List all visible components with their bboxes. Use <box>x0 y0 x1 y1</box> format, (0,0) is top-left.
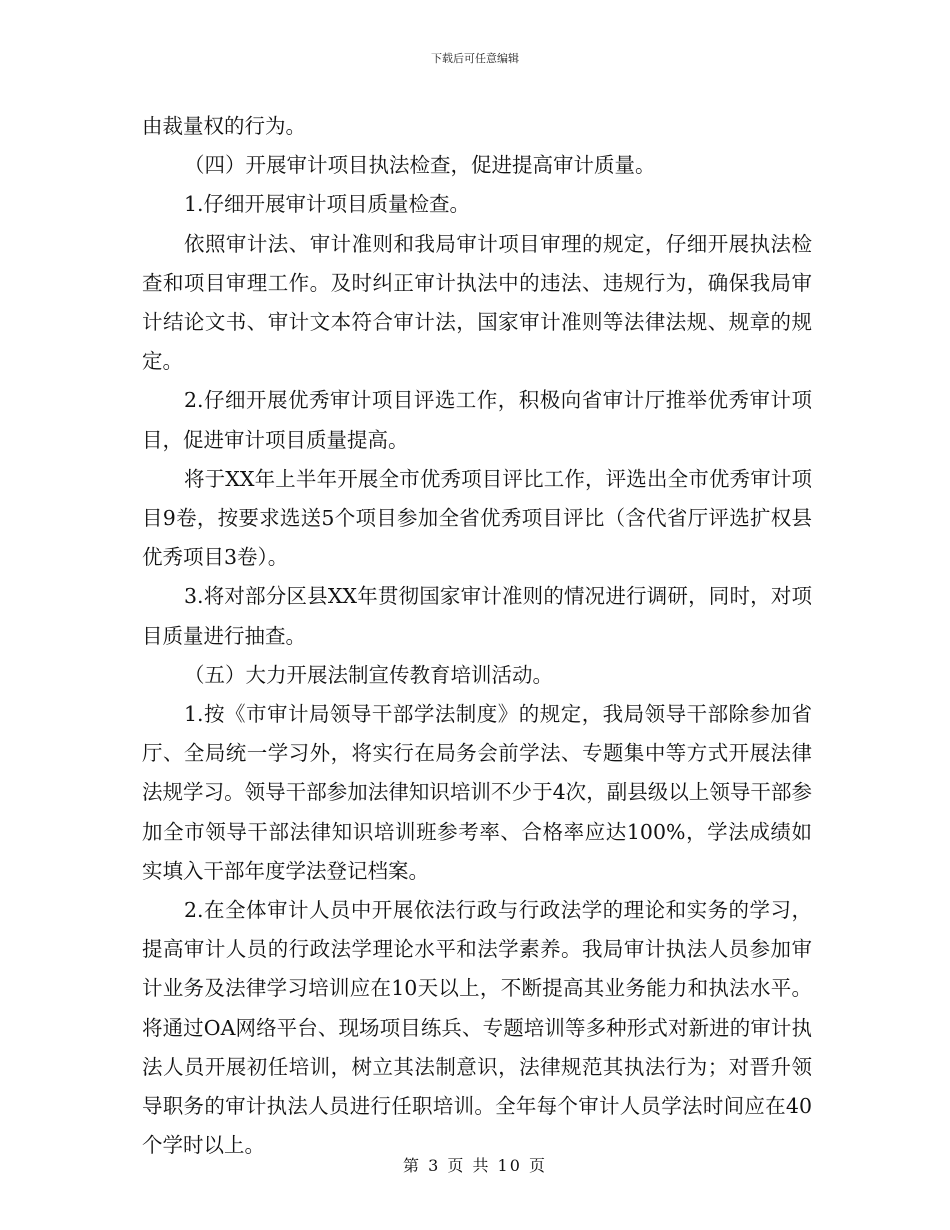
paragraph-quality-check: 依照审计法、审计准则和我局审计项目审理的规定，仔细开展执法检查和项目审理工作。及时纠正审计执法中的违法、违规行为，确保我局审计结论文书、审计文本符合审计法，国家审计准则等法律法规、规章的规定。 <box>142 231 812 374</box>
section-heading-4: （四）开展审计项目执法检查，促进提高审计质量。 <box>184 153 656 178</box>
paragraph-staff-training: 2.在全体审计人员中开展依法行政与行政法学的理论和实务的学习，提高审计人员的行政法学理论水平和法学素养。我局审计执法人员参加审计业务及法律学习培训应在10天以上，不断提高其业务能力和执法水平。将通过OA网络平台、现场项目练兵、专题培训等多种形式对新进的审计执法人员开展初任培训，树立其法制意识，法律规范其执法行为；对晋升领导职务的审计执法人员进行任职培训。全年每个审计人员学法时间应在40个学时以上。 <box>142 898 812 1158</box>
paragraph-continuation: 由裁量权的行为。 <box>142 114 306 138</box>
paragraph-excellent-projects: 将于XX年上半年开展全市优秀项目评比工作，评选出全市优秀审计项目9卷，按要求选送5个项目参加全省优秀项目评比（含代省厅评选扩权县优秀项目3卷）。 <box>142 466 812 570</box>
document-body <box>142 107 812 1165</box>
subheading-research: 3.将对部分区县XX年贯彻国家审计准则的情况进行调研，同时，对项目质量进行抽查。 <box>142 584 812 648</box>
paragraph-leader-study: 1.按《市审计局领导干部学法制度》的规定，我局领导干部除参加省厅、全局统一学习外，将实行在局务会前学法、专题集中等方式开展法律法规学习。领导干部参加法律知识培训不少于4次，副县级以上领导干部参加全市领导干部法律知识培训班参考率、合格率应达100%，学法成绩如实填入干部年度学法登记档案。 <box>142 702 812 883</box>
page-header: 下载后可任意编辑 <box>431 52 519 65</box>
section-heading-5: （五）大力开展法制宣传教育培训活动。 <box>184 662 553 687</box>
subheading-excellent-projects: 2.仔细开展优秀审计项目评选工作，积极向省审计厅推举优秀审计项目，促进审计项目质量提高。 <box>142 388 812 452</box>
subheading-quality-check: 1.仔细开展审计项目质量检查。 <box>184 192 471 217</box>
page-number-footer: 第 3 页 共 10 页 <box>403 1156 547 1175</box>
